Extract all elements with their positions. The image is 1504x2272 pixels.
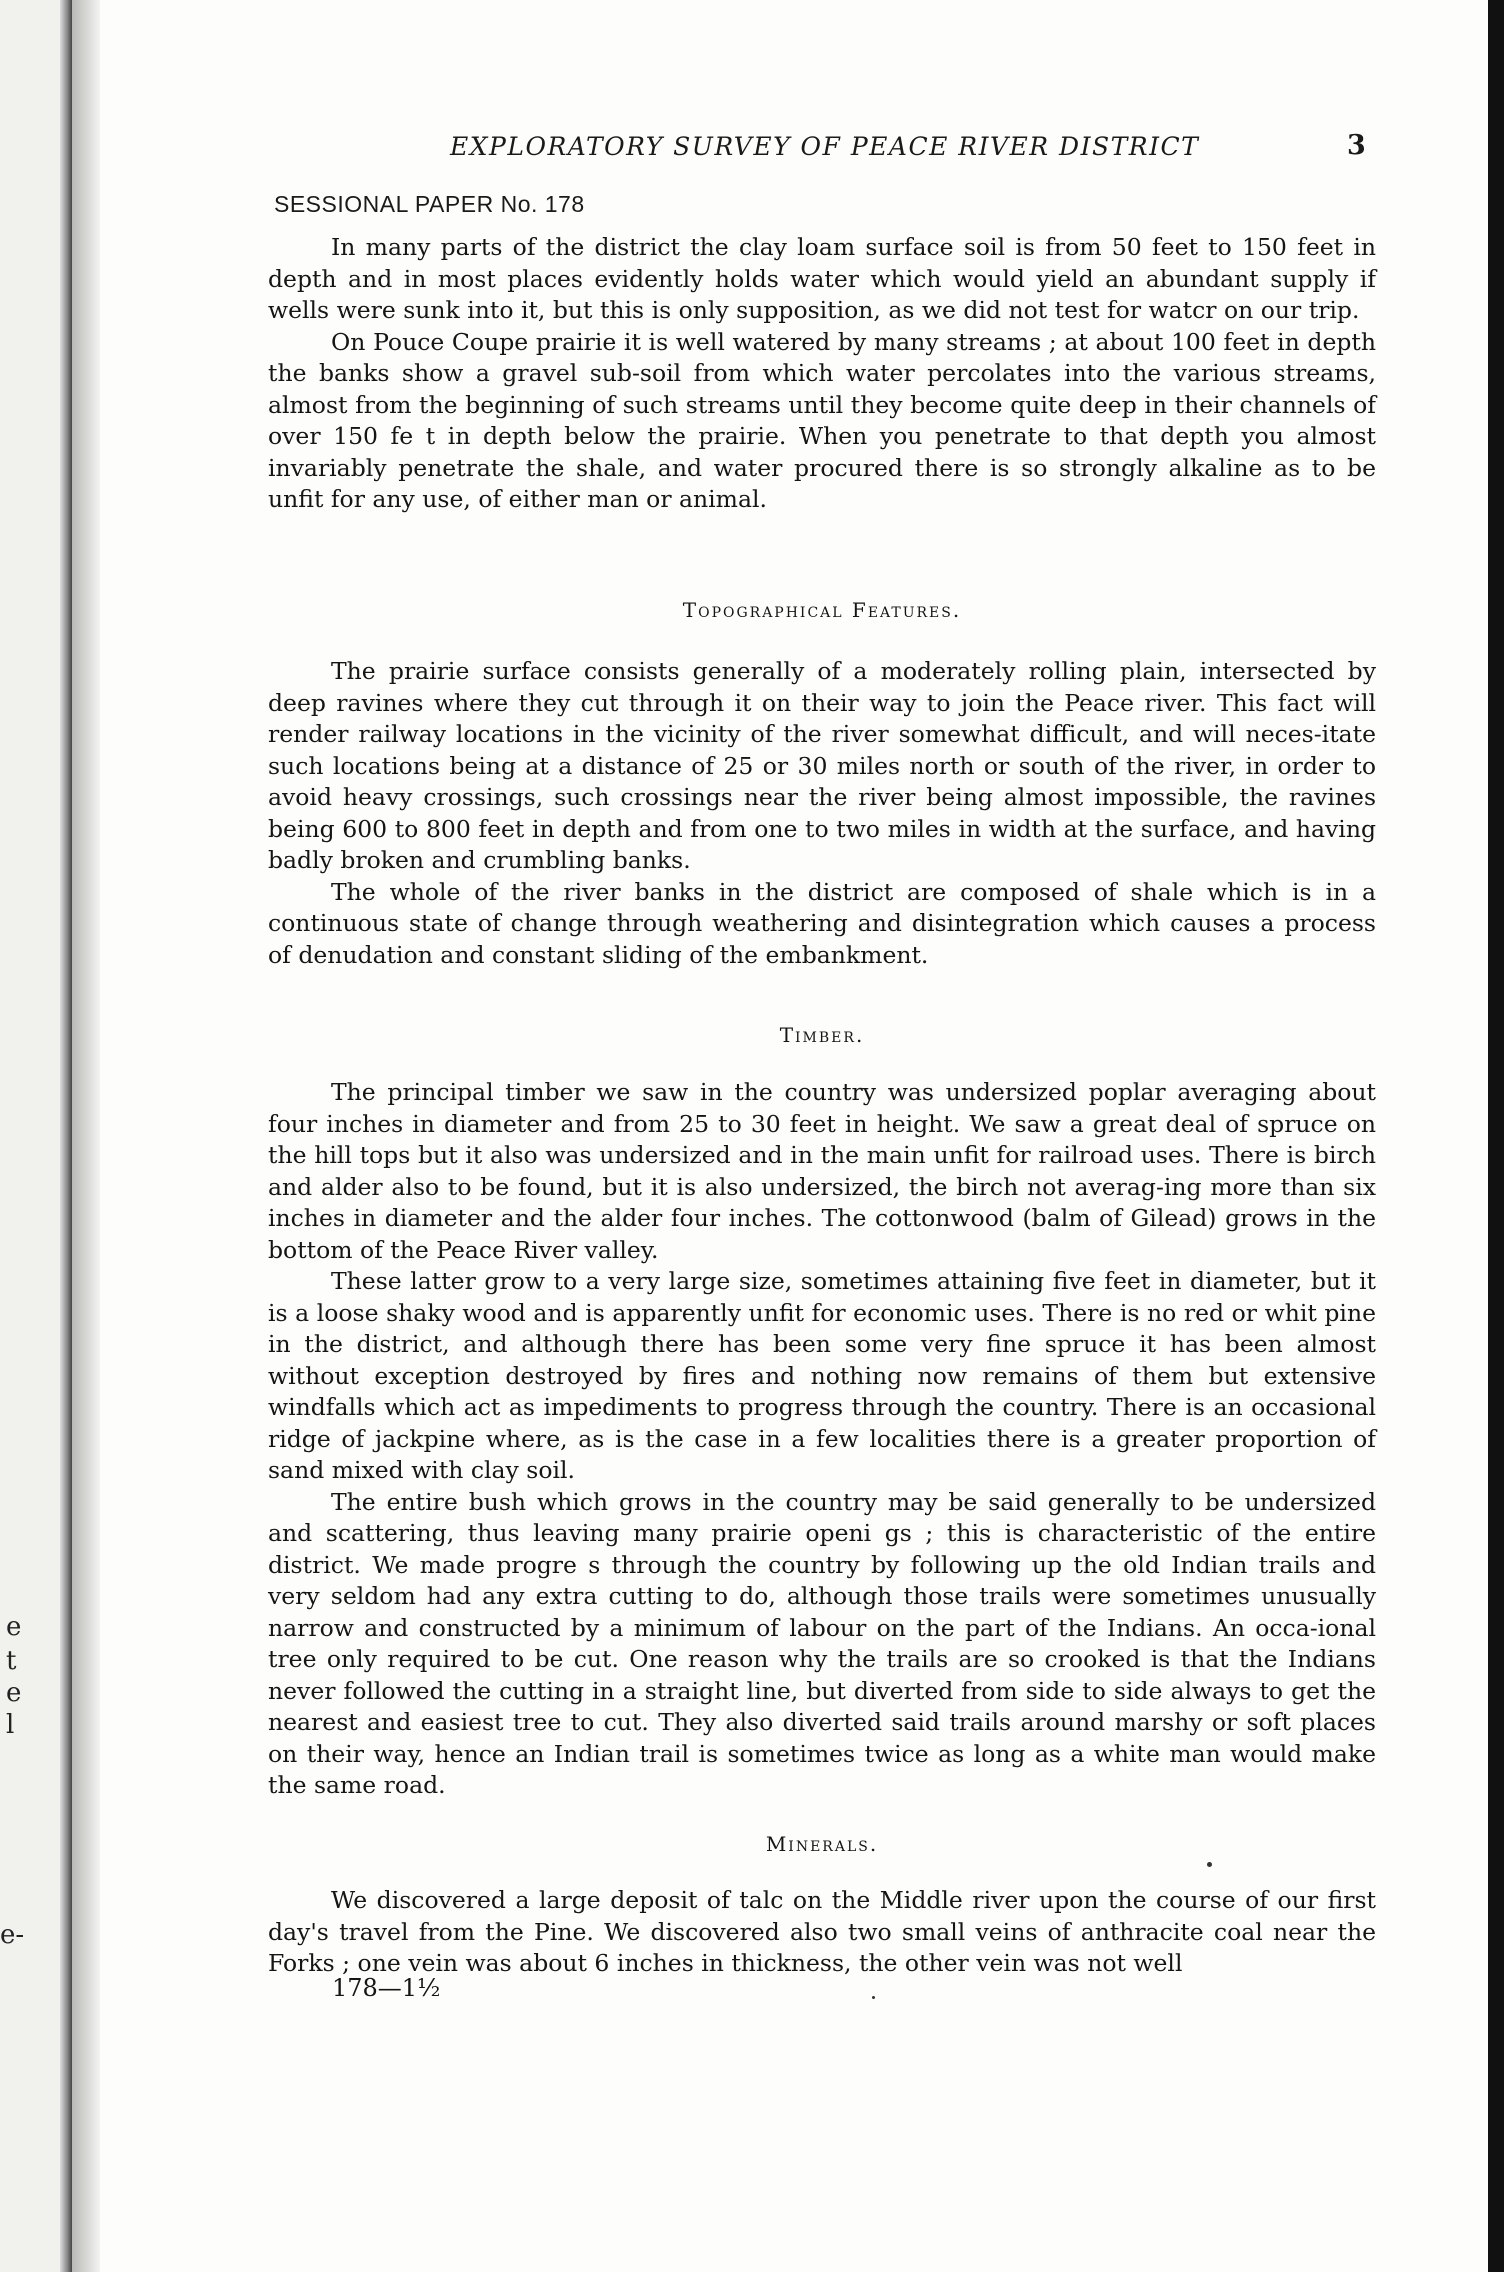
left-page-fragment: e- bbox=[0, 1920, 25, 1950]
left-page-edge bbox=[0, 0, 66, 2272]
paragraph: The principal timber we saw in the country was undersized poplar averaging about four inches in diameter and from 25 to 30 feet in height. We saw a great deal of spruce on the hill tops but it also was undersized and in the main unfit for railroad uses. There is birch and alder also to be found, but it is also undersized, the birch not averag-ing more than six inches in diameter and the alder four inches. The cottonwood (balm of Gilead) grows in the bottom of the Peace River valley. bbox=[268, 1078, 1376, 1264]
left-page-fragment: l bbox=[6, 1710, 15, 1740]
intro-section bbox=[268, 232, 1376, 516]
paragraph: On Pouce Coupe prairie it is well watered by many streams ; at about 100 feet in depth the banks show a gravel sub-soil from which water percolates into the various streams, almost from the beginning of such streams until they become quite deep in their channels of over 150 fe t in depth below the prairie. When you penetrate to that depth you almost invariably penetrate the shale, and water procured there is so strongly alkaline as to be unfit for any use, of either man or animal. bbox=[268, 327, 1376, 513]
scan-border bbox=[1488, 0, 1504, 2272]
paragraph: These latter grow to a very large size, sometimes attaining five feet in diameter, but it is a loose shaky wood and is apparently unfit for economic uses. There is no red or whit pine in the district, and although there has been some very fine spruce it has been almost without exception destroyed by fires and nothing now remains of them but extensive windfalls which act as impediments to progress through the country. There is an occasional ridge of jackpine where, as is the case in a few localities there is a greater proportion of sand mixed with clay soil. bbox=[268, 1267, 1376, 1484]
ink-speck bbox=[1207, 1862, 1212, 1867]
paragraph: In many parts of the district the clay loam surface soil is from 50 feet to 150 feet in depth and in most places evidently holds water which would yield an abundant supply if wells were sunk into it, but this is only supposition, as we did not test for watcr on our trip. bbox=[268, 233, 1376, 324]
folio-signature: 178—1½ bbox=[332, 1974, 441, 2002]
section-heading-timber: Timber. bbox=[779, 1023, 865, 1047]
page-gutter-shadow bbox=[60, 0, 72, 2272]
minerals-section bbox=[268, 1885, 1376, 1980]
page-number: 3 bbox=[1347, 130, 1366, 161]
paragraph: We discovered a large deposit of talc on the Middle river upon the course of our first day's travel from the Pine. We discovered also two small veins of anthracite coal near the Forks ; one vein was about 6 inches in thickness, the other vein was not well bbox=[268, 1886, 1376, 1977]
left-page-fragment: e bbox=[6, 1612, 22, 1642]
left-page-fragment: e bbox=[6, 1678, 22, 1708]
section-heading-topography: Topographical Features. bbox=[682, 598, 962, 622]
ink-speck bbox=[872, 1996, 875, 1999]
running-title: EXPLORATORY SURVEY OF PEACE RIVER DISTRICT bbox=[450, 132, 1200, 161]
paragraph: The entire bush which grows in the country may be said generally to be undersized and scattering, thus leaving many prairie openi gs ; this is characteristic of the entire district. We made progre s through the country by following up the old Indian trails and very seldom had any extra cutting to do, although those trails were sometimes unusually narrow and constructed by a minimum of labour on the part of the Indians. An occa-ional tree only required to be cut. One reason why the trails are so crooked is that the Indians never followed the cutting in a straight line, but diverted from side to side always to get the nearest and easiest tree to cut. They also diverted said trails around marshy or soft places on their way, hence an Indian trail is sometimes twice as long as a white man would make the same road. bbox=[268, 1487, 1376, 1799]
paragraph: The whole of the river banks in the district are composed of shale which is in a continuous state of change through weathering and disintegration which causes a process of denudation and constant sliding of the embankment. bbox=[268, 877, 1376, 969]
topography-section bbox=[268, 656, 1376, 971]
section-heading-minerals: Minerals. bbox=[765, 1832, 879, 1856]
sessional-paper-label: SESSIONAL PAPER No. 178 bbox=[274, 191, 585, 217]
page-curl-shadow bbox=[72, 0, 100, 2272]
timber-section bbox=[268, 1077, 1376, 1802]
paragraph: The prairie surface consists generally of a moderately rolling plain, intersected by deep ravines where they cut through it on their way to join the Peace river. This fact will render railway locations in the vicinity of the river somewhat difficult, and will neces-itate such locations being at a distance of 25 or 30 miles north or south of the river, in order to avoid heavy crossings, such crossings near the river being almost impossible, the ravines being 600 to 800 feet in depth and from one to two miles in width at the surface, and having badly broken and crumbling banks. bbox=[268, 657, 1376, 874]
left-page-fragment: t bbox=[6, 1646, 17, 1676]
